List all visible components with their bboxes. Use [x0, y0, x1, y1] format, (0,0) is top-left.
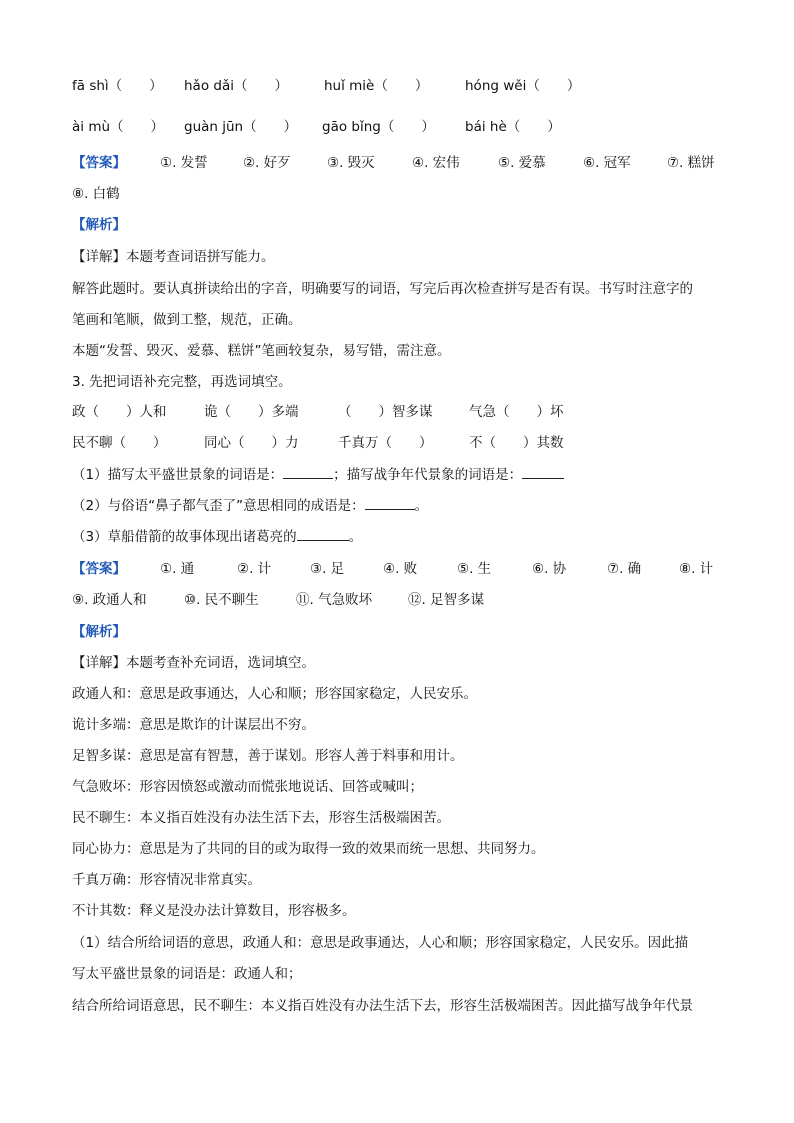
q3-sub-1 — [72, 463, 564, 483]
detail-line: 千真万确：形容情况非常真实。 — [72, 872, 261, 888]
detail-line: 写太平盛世景象的词语是：政通人和； — [72, 966, 302, 982]
pinyin-item: hóng wěi（ ） — [465, 78, 581, 94]
sub-text: （3）草船借箭的故事体现出诸葛亮的 — [72, 529, 297, 545]
answer-item: ⑧. 白鹤 — [72, 186, 120, 202]
pinyin-item: ài mù（ ） — [72, 119, 165, 135]
answer-item: ⑫. 足智多谋 — [408, 592, 485, 608]
answer-item: ④. 败 — [383, 561, 418, 577]
answer-item: ⑨. 政通人和 — [72, 592, 147, 608]
detail-line: 结合所给词语意思，民不聊生：本义指百姓没有办法生活下去，形容生活极端困苦。因此描写战争年代景 — [72, 998, 693, 1014]
sub-text: （1）描写太平盛世景象的词语是： — [72, 467, 284, 483]
answer-item: ⑪. 气急败坏 — [296, 592, 373, 608]
detail-line: 笔画和笔顺，做到工整，规范，正确。 — [72, 312, 302, 328]
detail-line: 解答此题时。要认真拼读给出的字音，明确要写的词语，写完后再次检查拼写是否有误。书写时注意字的 — [72, 281, 693, 297]
detail-line: 气急败坏：形容因愤怒或激动而慌张地说话、回答或喊叫； — [72, 779, 423, 795]
pinyin-item: gāo bǐng（ ） — [322, 119, 435, 135]
detail-line: 不计其数：释义是没办法计算数目，形容极多。 — [72, 903, 356, 919]
detail-line: （1）结合所给词语的意思，政通人和：意思是政事通达，人心和顺；形容国家稳定，人民安乐。因此描 — [72, 935, 689, 951]
word-item: 气急（ ）坏 — [469, 404, 564, 420]
answer-blank[interactable] — [283, 466, 333, 479]
answer-blank[interactable] — [522, 466, 564, 479]
word-item: 不（ ）其数 — [469, 435, 564, 451]
pinyin-item: hǎo dǎi（ ） — [184, 78, 288, 94]
sub-text: 。 — [414, 498, 429, 514]
word-item: 诡（ ）多端 — [204, 404, 299, 420]
answer-item: ②. 好歹 — [243, 155, 291, 171]
answer-blank[interactable] — [297, 528, 349, 541]
answer-item: ⑥. 冠军 — [583, 155, 631, 171]
detail-line: 本题“发誓、毁灭、爱慕、糕饼”笔画较复杂，易写错，需注意。 — [72, 343, 451, 359]
pinyin-item: guàn jūn（ ） — [184, 119, 298, 135]
answer-item: ①. 发誓 — [160, 155, 208, 171]
word-item: 政（ ）人和 — [72, 404, 167, 420]
answer-item: ②. 计 — [237, 561, 272, 577]
answer-item: ⑤. 生 — [457, 561, 492, 577]
q3-sub-3 — [72, 525, 362, 545]
answer-item: ⑦. 糕饼 — [667, 155, 715, 171]
word-item: 同心（ ）力 — [204, 435, 299, 451]
detail-line: 【详解】本题考查词语拼写能力。 — [72, 249, 275, 265]
word-item: 千真万（ ） — [338, 435, 433, 451]
pinyin-item: bái hè（ ） — [465, 119, 561, 135]
answer-item: ⑤. 爱慕 — [498, 155, 546, 171]
detail-line: 民不聊生：本义指百姓没有办法生活下去，形容生活极端困苦。 — [72, 810, 450, 826]
analysis-tag: 【解析】 — [72, 217, 126, 233]
sub-text: ；描写战争年代景象的词语是： — [333, 467, 523, 483]
answer-item: ⑦. 确 — [607, 561, 642, 577]
pinyin-item: huǐ miè（ ） — [324, 78, 429, 94]
answer-item: ③. 足 — [310, 561, 345, 577]
answer-blank[interactable] — [365, 497, 415, 510]
answer-tag: 【答案】 — [72, 561, 126, 577]
word-item: 民不聊（ ） — [72, 435, 167, 451]
answer-item: ⑧. 计 — [679, 561, 714, 577]
detail-line: 足智多谋：意思是富有智慧，善于谋划。形容人善于料事和用计。 — [72, 748, 464, 764]
q3-sub-2 — [72, 494, 428, 514]
answer-item: ③. 毁灭 — [327, 155, 375, 171]
answer-item: ⑩. 民不聊生 — [184, 592, 259, 608]
detail-line: 【详解】本题考查补充词语，选词填空。 — [72, 655, 315, 671]
pinyin-item: fā shì（ ） — [72, 78, 163, 94]
word-item: （ ）智多谋 — [338, 404, 433, 420]
analysis-tag: 【解析】 — [72, 624, 126, 640]
answer-item: ④. 宏伟 — [412, 155, 460, 171]
detail-line: 诡计多端：意思是欺诈的计谋层出不穷。 — [72, 717, 315, 733]
sub-text: （2）与俗语“鼻子都气歪了”意思相同的成语是： — [72, 498, 365, 514]
question-3-title: 3. 先把词语补充完整，再选词填空。 — [72, 374, 292, 390]
answer-item: ①. 通 — [160, 561, 195, 577]
detail-line: 同心协力：意思是为了共同的目的或为取得一致的效果而统一思想、共同努力。 — [72, 841, 545, 857]
answer-tag: 【答案】 — [72, 155, 126, 171]
answer-item: ⑥. 协 — [532, 561, 567, 577]
detail-line: 政通人和：意思是政事通达，人心和顺；形容国家稳定，人民安乐。 — [72, 686, 477, 702]
sub-text: 。 — [348, 529, 363, 545]
